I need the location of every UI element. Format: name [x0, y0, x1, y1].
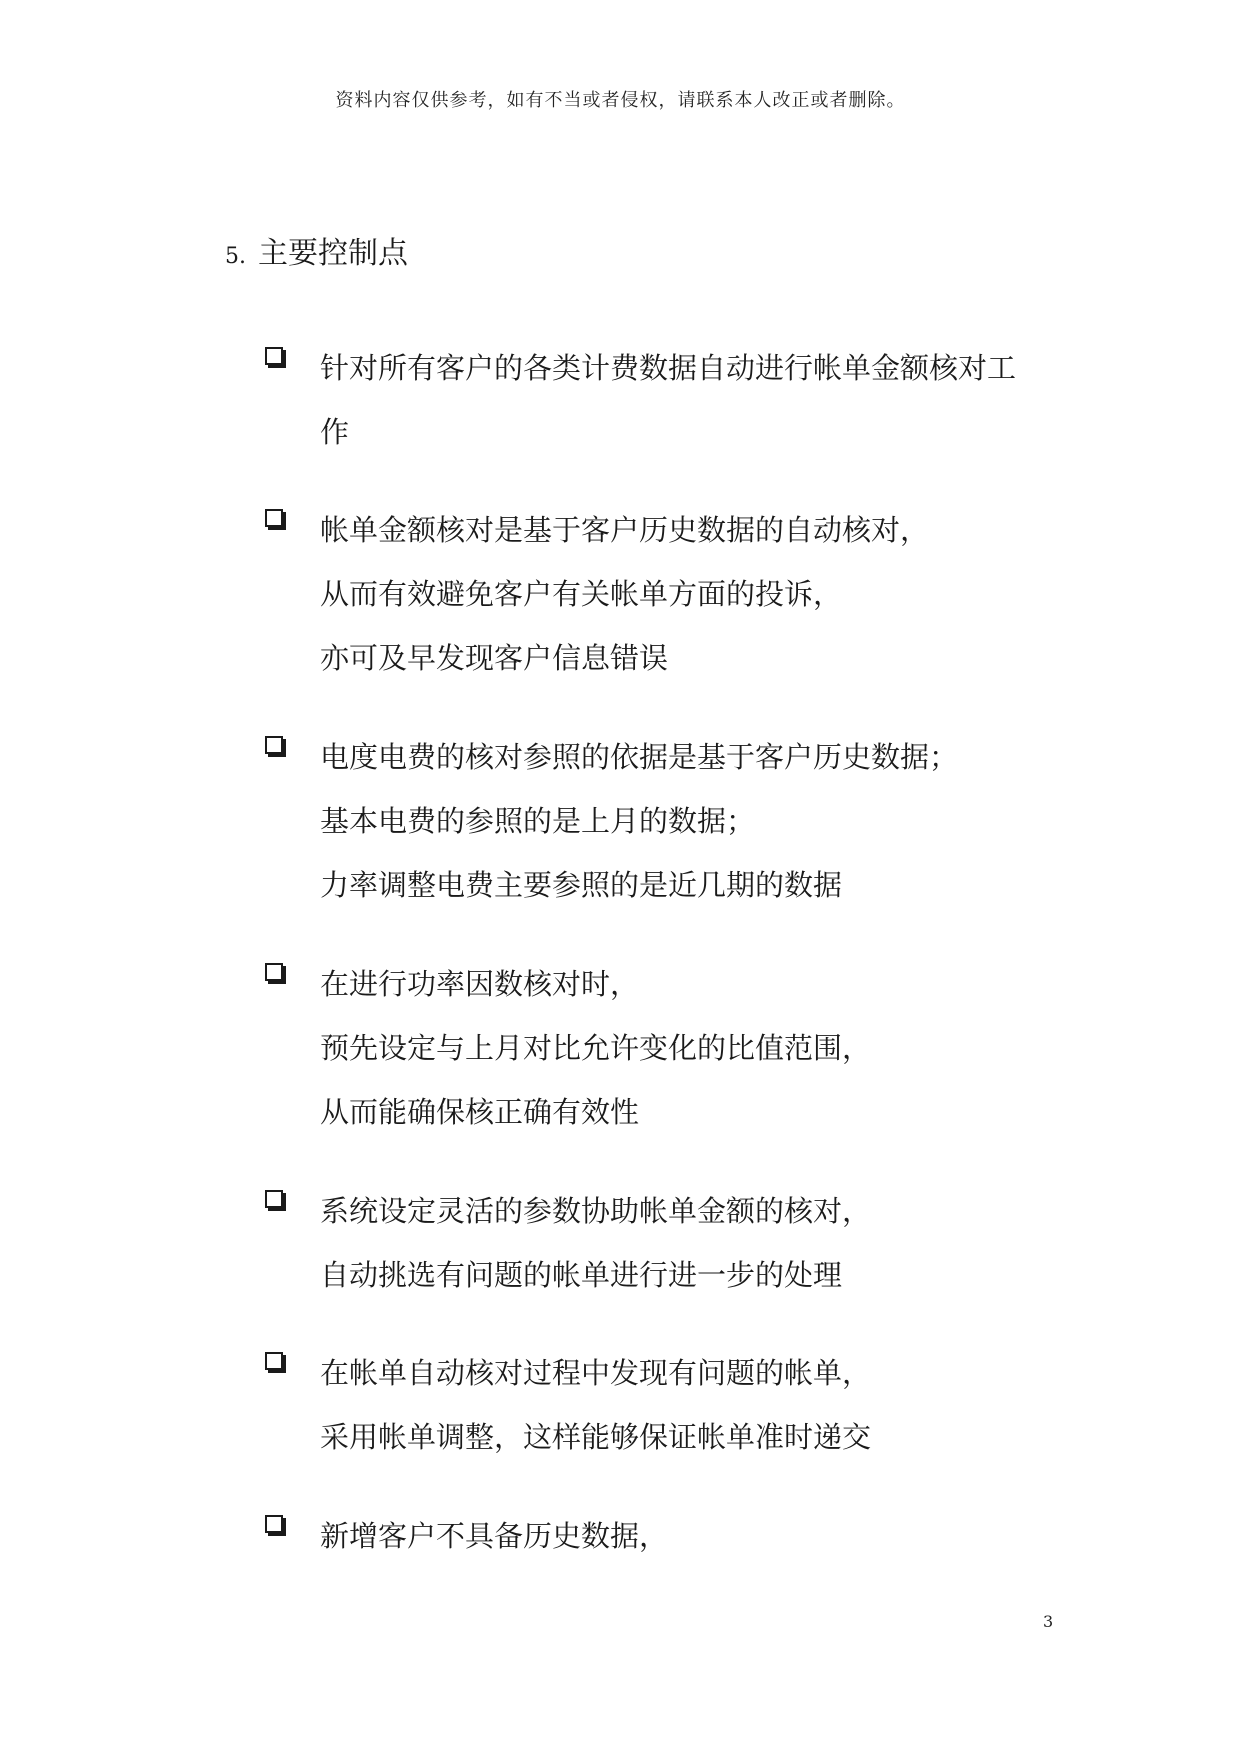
list-item: [265, 336, 1065, 464]
checkbox-bullet-icon: [265, 347, 283, 365]
list-item-line: 从而有效避免客户有关帐单方面的投诉，: [320, 577, 843, 611]
list-item: [265, 498, 1065, 690]
checkbox-bullet-icon: [265, 736, 283, 754]
page-number: 3: [1043, 1612, 1054, 1631]
section-heading: [225, 228, 408, 272]
section-number: 5.: [225, 244, 246, 269]
list-item: [265, 1504, 1065, 1568]
list-item-line: 采用帐单调整，这样能够保证帐单准时递交: [320, 1420, 872, 1454]
list-item-line: 帐单金额核对是基于客户历史数据的自动核对，: [320, 513, 930, 547]
list-item-line: 针对所有客户的各类计费数据自动进行帐单金额核对工: [320, 351, 1017, 385]
list-item-line: 从而能确保核正确有效性: [320, 1095, 640, 1129]
list-item-line: 在帐单自动核对过程中发现有问题的帐单，: [320, 1356, 872, 1390]
checkbox-bullet-icon: [265, 1352, 283, 1370]
checkbox-bullet-icon: [265, 1515, 283, 1533]
list-item: [265, 952, 1065, 1144]
list-item-line: 系统设定灵活的参数协助帐单金额的核对，: [320, 1194, 872, 1228]
list-item-line: 在进行功率因数核对时，: [320, 967, 640, 1001]
list-item-line: 作: [320, 415, 350, 449]
list-item: [265, 725, 1065, 917]
list-item-line: 基本电费的参照的是上月的数据；: [320, 804, 756, 838]
list-item-line: 电度电费的核对参照的依据是基于客户历史数据；: [320, 740, 959, 774]
list-item-line: 自动挑选有问题的帐单进行进一步的处理: [320, 1258, 843, 1292]
list-item-line: 预先设定与上月对比允许变化的比值范围，: [320, 1031, 872, 1065]
list-item-line: 亦可及早发现客户信息错误: [320, 641, 669, 675]
checkbox-bullet-icon: [265, 1190, 283, 1208]
checkbox-bullet-icon: [265, 509, 283, 527]
list-item-line: 新增客户不具备历史数据，: [320, 1519, 669, 1553]
list-item: [265, 1179, 1065, 1307]
page-header-disclaimer: 资料内容仅供参考，如有不当或者侵权，请联系本人改正或者删除。: [335, 90, 906, 111]
list-item: [265, 1341, 1065, 1469]
checkbox-bullet-icon: [265, 963, 283, 981]
section-title: 主要控制点: [258, 236, 408, 271]
list-item-line: 力率调整电费主要参照的是近几期的数据: [320, 868, 843, 902]
